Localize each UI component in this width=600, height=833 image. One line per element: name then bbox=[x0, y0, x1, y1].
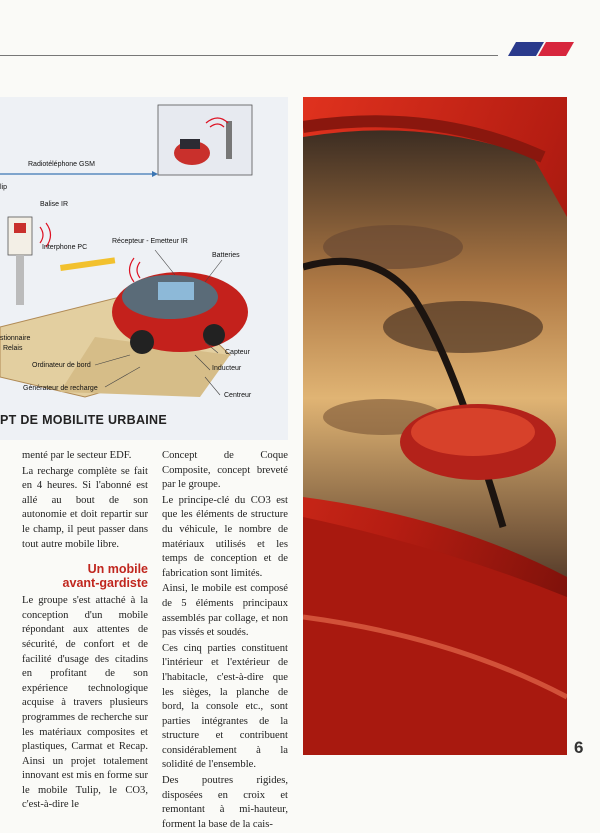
page-number: 6 bbox=[574, 738, 584, 757]
label-gsm: Radiotéléphone GSM bbox=[28, 161, 95, 168]
label-tulip: lip bbox=[0, 184, 8, 191]
col1-paragraph-3: Le groupe s'est attaché à la conception d'un mobile répondant aux attentes de sécurité, de confort et de facilité d'usage des citadins en profitant de son expérience technologique acquise à travers plusieurs programmes de recherche sur les matériaux composites et plastiques, Carmat et Recap. Ainsi un projet totalement innovant est mis en forme sur le mobile Tulip, le CO3, c'est-à-dire le bbox=[22, 595, 148, 811]
label-recepteur: Récepteur - Emetteur IR bbox=[112, 238, 188, 245]
label-generateur: Générateur de recharge bbox=[23, 385, 98, 392]
section-heading-line-1: Un mobile bbox=[87, 562, 148, 577]
system-diagram bbox=[0, 97, 288, 440]
col2-paragraph-3: Ainsi, le mobile est composé de 5 éléments principaux assemblés par collage, et non pas vissés et soudés. bbox=[162, 583, 288, 639]
col2-paragraph-1: Concept de Coque Composite, concept breveté par le groupe. bbox=[162, 450, 288, 491]
label-balise: Balise IR bbox=[40, 201, 69, 208]
col2-paragraph-5: Des poutres rigides, disposées en croix et remontant à mi-hauteur, forment la base de la cais- bbox=[162, 775, 288, 830]
label-gestionnaire: stionnaire bbox=[0, 335, 31, 342]
label-capteur: Capteur bbox=[225, 349, 250, 356]
label-batteries: Batteries bbox=[212, 252, 240, 259]
article-column-2 bbox=[162, 449, 288, 833]
section-heading-line-2: avant-gardiste bbox=[62, 576, 148, 591]
col1-paragraph-2: La recharge complète se fait en 4 heures. Si l'abonné est allé au bout de son autonomie et doit repartir sur le champ, il peut passer dans tout autre mobile libre. bbox=[22, 465, 148, 550]
diagram-caption: PT DE MOBILITE URBAINE bbox=[0, 413, 168, 427]
label-ordinateur: Ordinateur de bord bbox=[32, 362, 91, 369]
car-photo bbox=[303, 97, 567, 755]
article-column-1 bbox=[22, 449, 148, 814]
stripe-blue bbox=[508, 42, 544, 56]
col1-paragraph-1: menté par le secteur EDF. bbox=[22, 450, 132, 461]
label-relais: Relais bbox=[3, 345, 23, 352]
brand-stripes bbox=[508, 42, 574, 56]
col2-paragraph-4: Ces cinq parties constituent l'intérieur et l'extérieur de l'habitacle, c'est-à-dire que les sièges, la planche de bord, la console etc., sont parties intégrantes de la structure et contribuent considérablement à la solidité de l'ensemble. bbox=[162, 642, 288, 771]
label-inducteur: Inducteur bbox=[212, 365, 242, 372]
label-interphone: Interphone PC bbox=[42, 244, 88, 251]
stripe-red bbox=[538, 42, 574, 56]
header-rule bbox=[0, 55, 498, 56]
label-centreur: Centreur bbox=[224, 392, 252, 399]
col2-paragraph-2: Le principe-clé du CO3 est que les éléments de structure du véhicule, le nombre de matériaux utilisés et les temps de conception et de fabrication sont limités. bbox=[162, 494, 288, 579]
section-heading bbox=[22, 562, 148, 590]
